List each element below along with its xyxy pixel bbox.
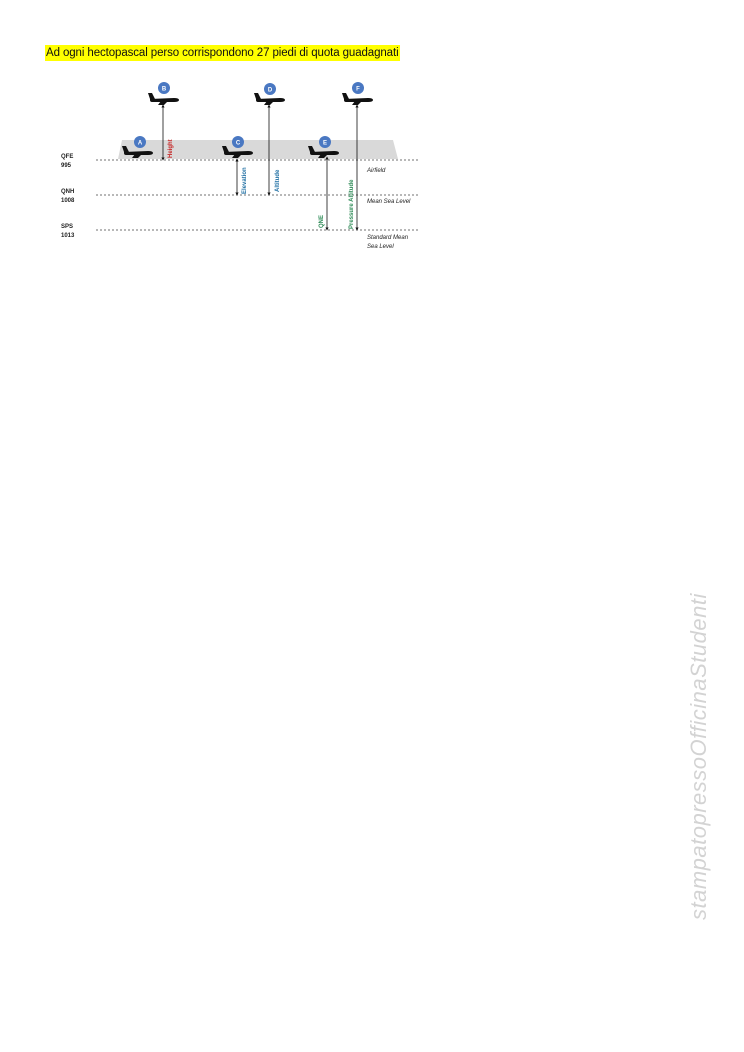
msl-label: Mean Sea Level (367, 199, 411, 205)
badge-e (319, 136, 331, 148)
qnh-value: 1008 (61, 198, 75, 204)
terrain-slab (118, 140, 398, 159)
height-label: Height (168, 139, 174, 158)
page-title: Ad ogni hectopascal perso corrispondono 27 piedi di quota guadagnati (46, 47, 399, 59)
elevation-label: Elevation (242, 167, 248, 194)
svg-text:D: D (267, 87, 273, 94)
sps-label: SPS (61, 224, 74, 230)
airplane-icon (148, 93, 179, 105)
airplane-icon (342, 93, 373, 105)
airfield-label: Airfield (367, 168, 386, 174)
badge-a (134, 136, 146, 148)
badge-c (232, 136, 244, 148)
pressure-altitude-label: Pressure Altitude (349, 179, 355, 229)
altimetry-diagram (50, 78, 450, 256)
sps-value: 1013 (61, 233, 75, 239)
watermark: stampatopressoOfficinaStudenti (686, 593, 711, 920)
badge-f (352, 82, 364, 94)
qfe-value: 995 (61, 163, 72, 169)
qfe-label: QFE (61, 154, 74, 160)
svg-text:A: A (137, 140, 143, 147)
svg-text:F: F (356, 86, 360, 93)
qnh-label: QNH (61, 189, 75, 195)
qne-label: QNE (319, 214, 325, 228)
badge-b (158, 82, 170, 94)
smsl-label-1: Standard Mean (367, 235, 409, 241)
badge-d (264, 83, 276, 95)
svg-text:E: E (322, 140, 328, 147)
svg-text:C: C (235, 140, 241, 147)
altitude-label: Altitude (275, 169, 281, 192)
smsl-label-2: Sea Level (367, 244, 394, 250)
svg-text:B: B (161, 86, 167, 93)
